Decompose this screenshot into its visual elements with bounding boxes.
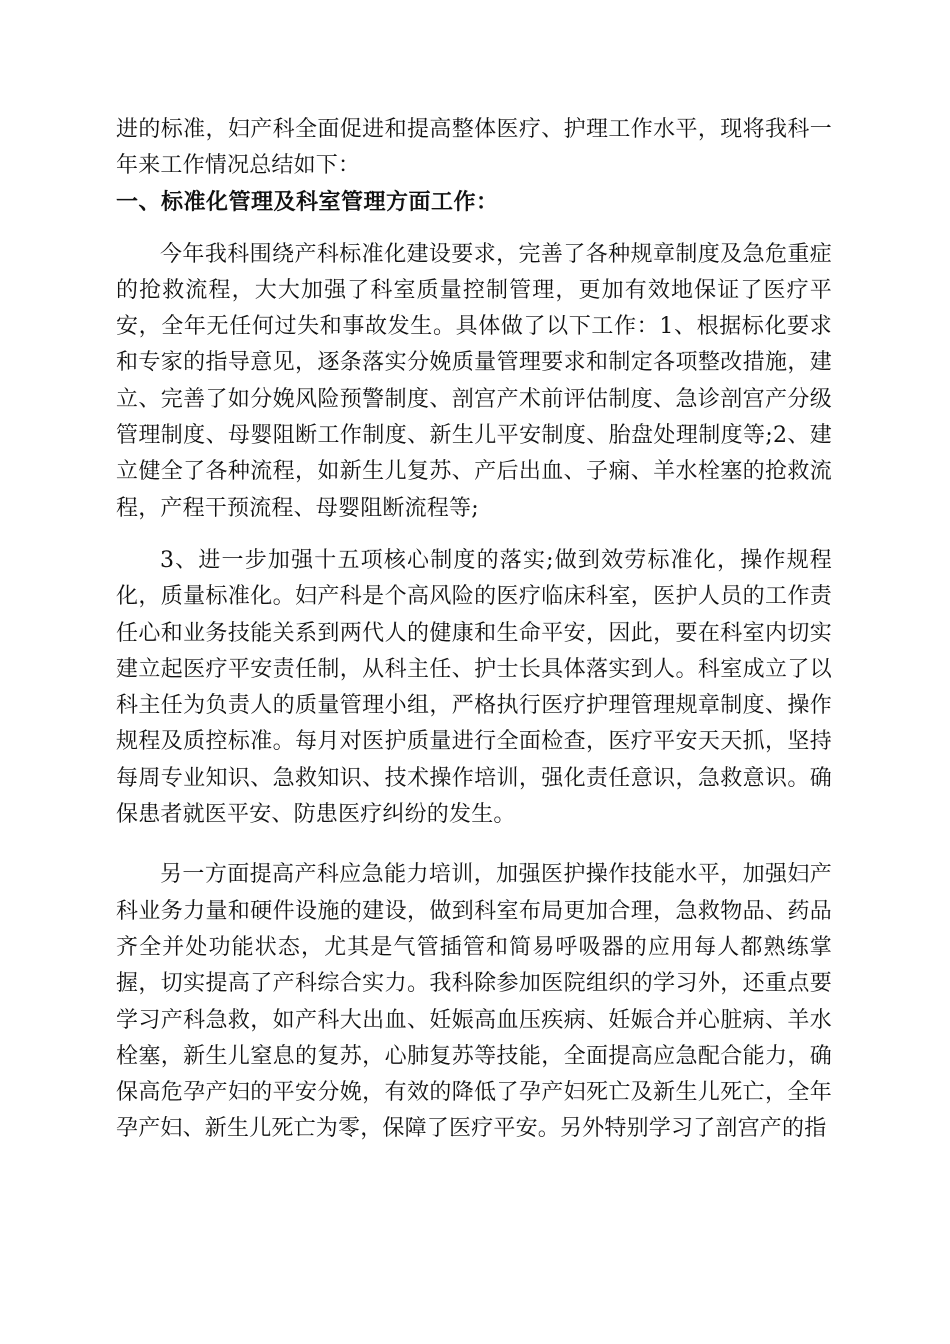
body-paragraph-3: 另一方面提高产科应急能力培训，加强医护操作技能水平，加强妇产科业务力量和硬件设施的建设，做到科室布局更加合理，急救物品、药品齐全并处功能状态，尤其是气管插管和简易呼吸器的应用每人都熟练掌握，切实提高了产科综合实力。我科除参加医院组织的学习外，还重点要学习产科急救，如产科大出血、妊娠高血压疾病、妊娠合并心脏病、羊水栓塞，新生儿窒息的复苏，心肺复苏等技能，全面提高应急配合能力，确保高危孕产妇的平安分娩，有效的降低了孕产妇死亡及新生儿死亡，全年孕产妇、新生儿死亡为零，保障了医疗平安。另外特别学习了剖宫产的指 (116, 862, 832, 1142)
section-heading: 一、标准化管理及科室管理方面工作： (116, 189, 499, 215)
intro-paragraph: 进的标准，妇产科全面促进和提高整体医疗、护理工作水平，现将我科一年来工作情况总结如下： (116, 117, 832, 179)
body-paragraph-1: 今年我科围绕产科标准化建设要求，完善了各种规章制度及急危重症的抢救流程，大大加强了科室质量控制管理，更加有效地保证了医疗平安，全年无任何过失和事故发生。具体做了以下工作：1、根据标化要求和专家的指导意见，逐条落实分娩质量管理要求和制定各项整改措施，建立、完善了如分娩风险预警制度、剖宫产术前评估制度、急诊剖宫产分级管理制度、母婴阻断工作制度、新生儿平安制度、胎盘处理制度等;2、建立健全了各种流程，如新生儿复苏、产后出血、子痫、羊水栓塞的抢救流程，产程干预流程、母婴阻断流程等; (116, 241, 832, 521)
document-body (116, 112, 832, 1148)
body-paragraph-2: 3、进一步加强十五项核心制度的落实;做到效劳标准化，操作规程化，质量标准化。妇产科是个高风险的医疗临床科室，医护人员的工作责任心和业务技能关系到两代人的健康和生命平安，因此，要在科室内切实建立起医疗平安责任制，从科主任、护士长具体落实到人。科室成立了以科主任为负责人的质量管理小组，严格执行医疗护理管理规章制度、操作规程及质控标准。每月对医护质量进行全面检查，医疗平安天天抓，坚持每周专业知识、急救知识、技术操作培训，强化责任意识，急救意识。确保患者就医平安、防患医疗纠纷的发生。 (116, 547, 832, 828)
